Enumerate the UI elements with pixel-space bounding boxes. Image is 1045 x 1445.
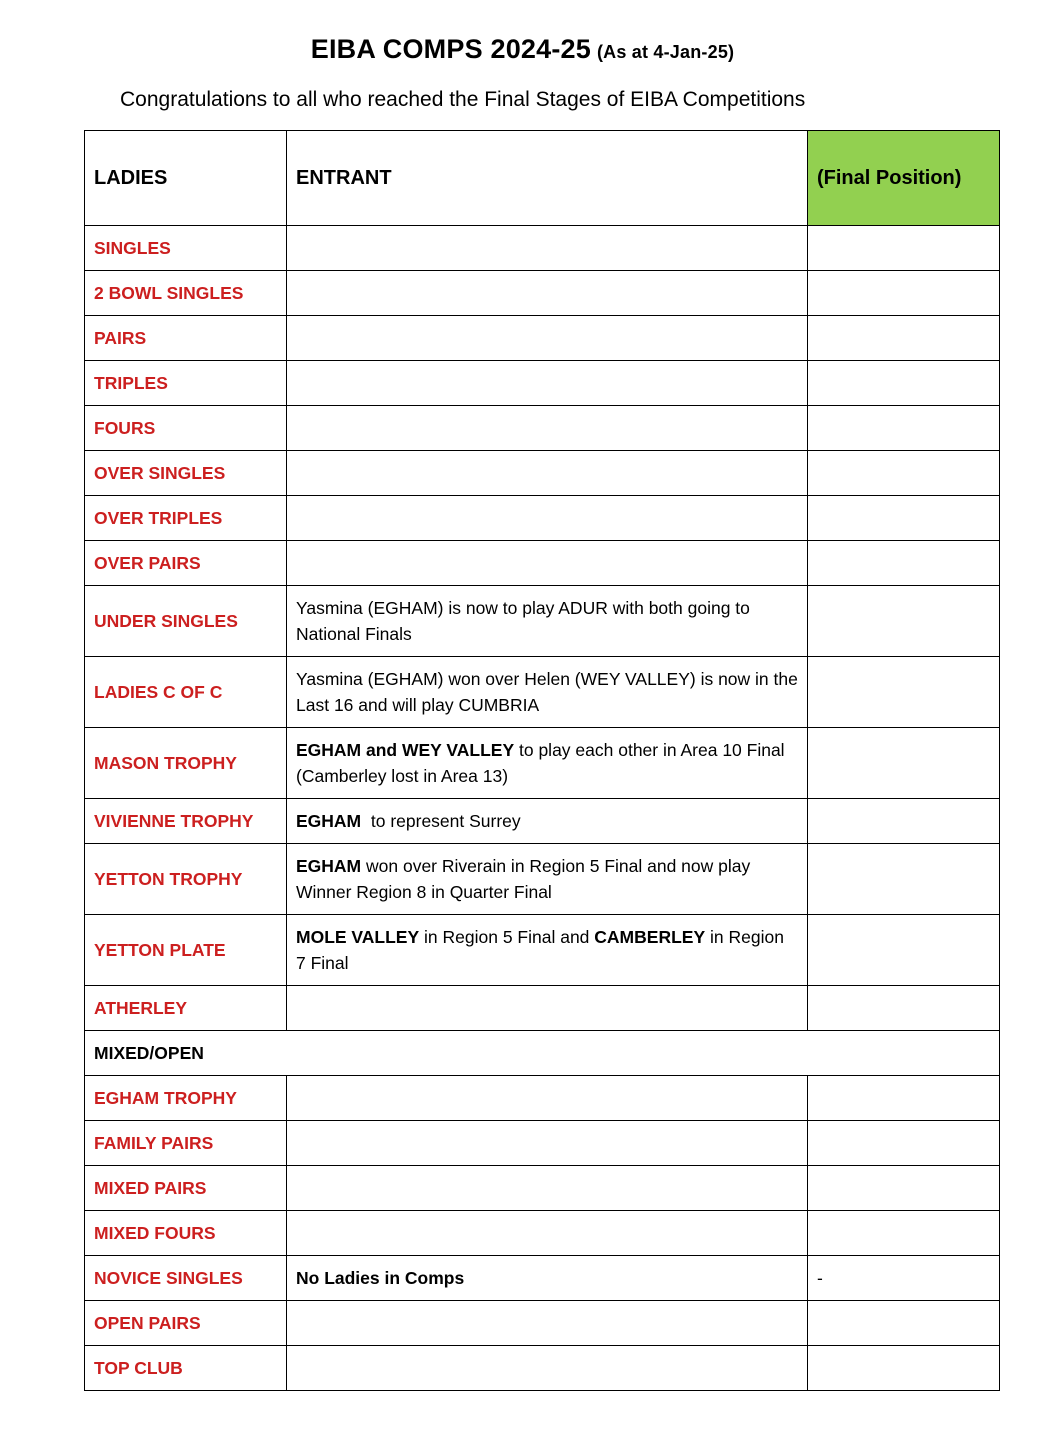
table-row [85,1256,1000,1301]
header-row [85,131,1000,226]
entrant-detail: in Region 5 Final and [419,927,595,947]
position-cell [808,844,1000,915]
position-cell [808,728,1000,799]
competitions-table [84,130,1000,1391]
entrant-club: EGHAM [296,856,362,876]
position-cell [808,799,1000,844]
table-row [85,844,1000,915]
table-row [85,1301,1000,1346]
entrant-cell [287,1121,808,1166]
entrant-cell [287,728,808,799]
section-row [85,1031,1000,1076]
entrant-cell [287,316,808,361]
entrant-cell [287,1346,808,1391]
entrant-cell [287,986,808,1031]
table-row [85,915,1000,986]
table-row [85,271,1000,316]
entrant-detail: in Region 7 Final [296,927,784,973]
table-row [85,799,1000,844]
table-row [85,657,1000,728]
table-row [85,226,1000,271]
entrant-cell [287,361,808,406]
position-cell [808,915,1000,986]
table-row [85,451,1000,496]
comp-name: MASON TROPHY [85,728,287,799]
entrant-cell [287,799,808,844]
entrant-detail: to represent Surrey [361,811,521,831]
position-cell [808,1301,1000,1346]
position-cell [808,316,1000,361]
table-row [85,1346,1000,1391]
comp-name: 2 BOWL SINGLES [85,271,287,316]
table-row [85,728,1000,799]
entrant-cell [287,1211,808,1256]
comp-name: MIXED FOURS [85,1211,287,1256]
entrant-club: MOLE VALLEY [296,927,420,947]
position-cell [808,986,1000,1031]
comp-name: OVER SINGLES [85,451,287,496]
table-row [85,1121,1000,1166]
entrant-cell [287,406,808,451]
entrant-cell: Yasmina (EGHAM) is now to play ADUR with both going to National Finals [287,586,808,657]
table-row [85,496,1000,541]
table-row [85,361,1000,406]
position-cell [808,451,1000,496]
entrant-club: EGHAM and WEY VALLEY [296,740,515,760]
as-at-date: (As at 4-Jan-25) [596,42,735,62]
position-cell [808,1076,1000,1121]
comp-name: UNDER SINGLES [85,586,287,657]
position-cell [808,271,1000,316]
comp-name: TOP CLUB [85,1346,287,1391]
comp-name: MIXED PAIRS [85,1166,287,1211]
position-cell [808,541,1000,586]
comp-name: EGHAM TROPHY [85,1076,287,1121]
entrant-detail: to play each other in Area 10 Final (Camberley lost in Area 13) [296,740,785,786]
entrant-cell [287,541,808,586]
comp-name: YETTON PLATE [85,915,287,986]
table-row [85,1211,1000,1256]
entrant-cell: No Ladies in Comps [287,1256,808,1301]
table-row [85,986,1000,1031]
entrant-cell [287,1301,808,1346]
comp-name: OVER PAIRS [85,541,287,586]
comp-name: FAMILY PAIRS [85,1121,287,1166]
entrant-cell [287,1076,808,1121]
comp-name: LADIES C OF C [85,657,287,728]
comp-name: TRIPLES [85,361,287,406]
header-final-position: (Final Position) [808,131,1000,226]
table-row [85,316,1000,361]
comp-name: ATHERLEY [85,986,287,1031]
position-cell [808,1166,1000,1211]
header-ladies: LADIES [85,131,287,226]
comp-name: PAIRS [85,316,287,361]
comp-name: FOURS [85,406,287,451]
entrant-cell: Yasmina (EGHAM) won over Helen (WEY VALLEY) is now in the Last 16 and will play CUMBRIA [287,657,808,728]
position-cell [808,586,1000,657]
table-row [85,586,1000,657]
entrant-cell [287,271,808,316]
entrant-cell [287,496,808,541]
position-cell: - [808,1256,1000,1301]
section-label-mixed-open: MIXED/OPEN [85,1031,1000,1076]
comp-name: NOVICE SINGLES [85,1256,287,1301]
table-row [85,406,1000,451]
position-cell [808,226,1000,271]
position-cell [808,496,1000,541]
position-cell [808,1121,1000,1166]
title-text: EIBA COMPS 2024-25 [310,34,591,64]
entrant-cell [287,844,808,915]
entrant-cell [287,451,808,496]
comp-name: VIVIENNE TROPHY [85,799,287,844]
position-cell [808,361,1000,406]
comp-name: SINGLES [85,226,287,271]
position-cell [808,406,1000,451]
table-row [85,1166,1000,1211]
comp-name: OVER TRIPLES [85,496,287,541]
page-title [0,34,1045,65]
comp-name: YETTON TROPHY [85,844,287,915]
position-cell [808,1211,1000,1256]
entrant-detail: won over Riverain in Region 5 Final and now play Winner Region 8 in Quarter Final [296,856,751,902]
comp-name: OPEN PAIRS [85,1301,287,1346]
entrant-cell [287,226,808,271]
congratulations-subtitle: Congratulations to all who reached the Final Stages of EIBA Competitions [120,88,806,111]
header-entrant: ENTRANT [287,131,808,226]
position-cell [808,657,1000,728]
entrant-club: CAMBERLEY [594,927,706,947]
position-cell [808,1346,1000,1391]
entrant-club: EGHAM [296,811,362,831]
entrant-cell [287,915,808,986]
table-row [85,541,1000,586]
table-row [85,1076,1000,1121]
entrant-cell [287,1166,808,1211]
